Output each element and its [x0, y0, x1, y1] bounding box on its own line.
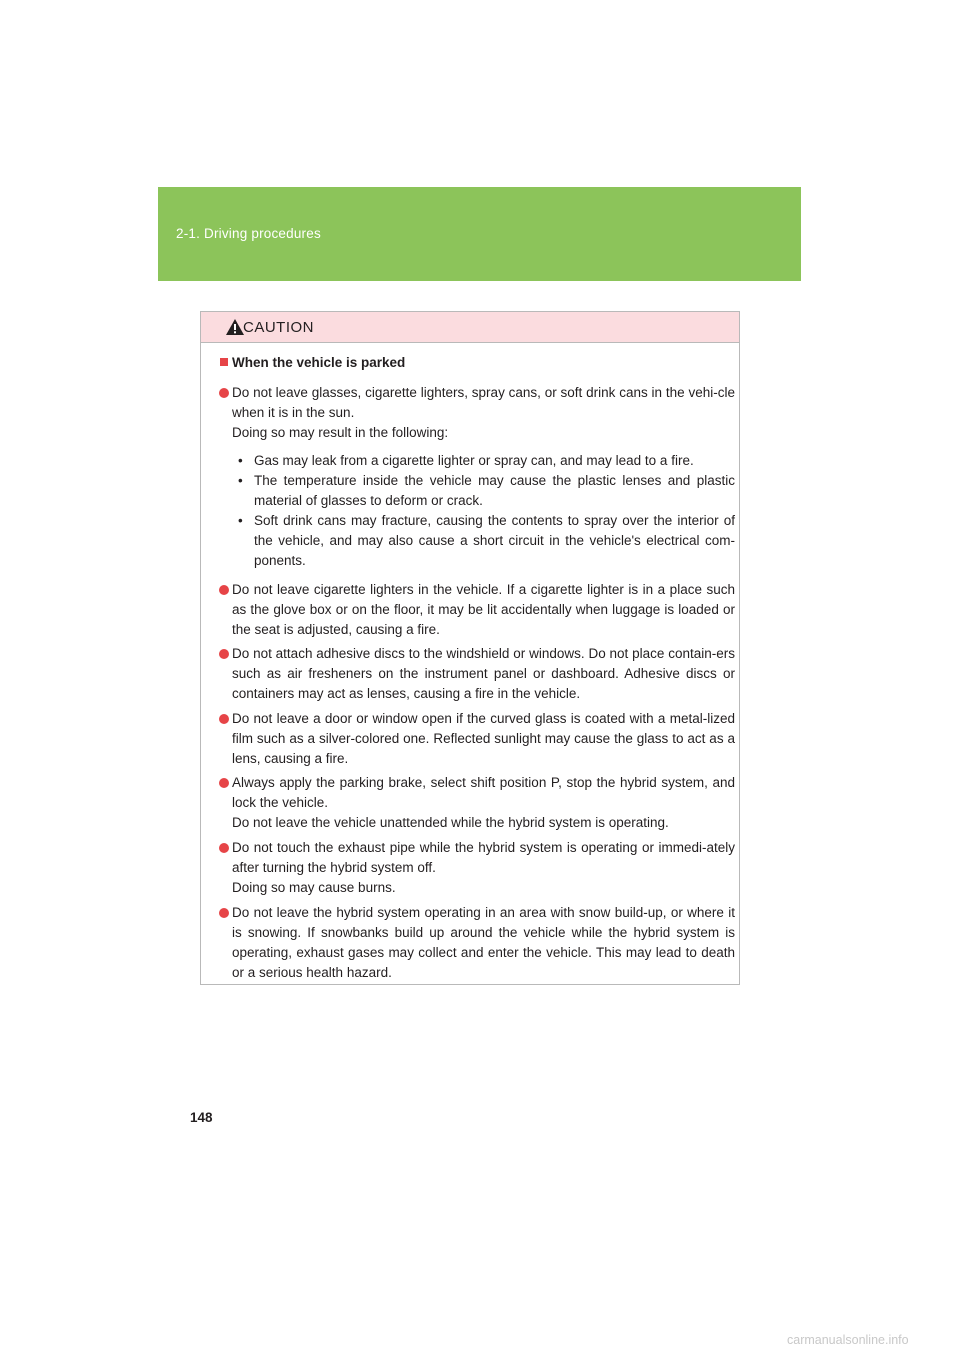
- bullet-dot-icon: [219, 388, 229, 398]
- caution-sub-item-text: The temperature inside the vehicle may cause the plastic lenses and plastic material of glasses to deform or crack.: [254, 473, 735, 508]
- section-title: 2-1. Driving procedures: [176, 226, 321, 241]
- watermark: carmanualsonline.info: [787, 1333, 909, 1347]
- caution-sub-item-text: Gas may leak from a cigarette lighter or spray can, and may lead to a fire.: [254, 453, 694, 468]
- caution-header: [201, 312, 739, 343]
- caution-heading-text: When the vehicle is parked: [232, 355, 406, 370]
- bullet-dot-icon: [219, 908, 229, 918]
- caution-item-text: Do not touch the exhaust pipe while the hybrid system is operating or immedi-ately after turning the hybrid system off.: [232, 840, 735, 875]
- warning-triangle-icon: [225, 318, 245, 336]
- caution-title: CAUTION: [243, 319, 314, 336]
- caution-item-text: Do not leave cigarette lighters in the vehicle. If a cigarette lighter is in a place such as the glove box or on the floor, it may be lit accidentally when luggage is loaded or the seat is adjusted, causing a fire.: [232, 582, 735, 637]
- caution-item: [219, 838, 735, 898]
- caution-item-text: Doing so may result in the following:: [232, 425, 449, 440]
- caution-item: [219, 580, 735, 640]
- caution-item-text: Do not attach adhesive discs to the windshield or windows. Do not place contain-ers such as air fresheners on the instrument panel or dashboard. Adhesive discs or containers may act as lenses, causing a fire in the vehicle.: [232, 646, 735, 701]
- caution-sub-item: [232, 511, 735, 571]
- caution-item: [219, 709, 735, 769]
- caution-heading: [220, 355, 405, 370]
- bullet-dot-icon: [219, 649, 229, 659]
- caution-sub-item: [232, 451, 735, 471]
- caution-sub-item: [232, 471, 735, 511]
- caution-item: [219, 903, 735, 983]
- sub-bullet-mark: •: [238, 473, 243, 488]
- caution-box: [200, 311, 740, 985]
- section-header-band: [158, 187, 801, 281]
- caution-item-text: Do not leave the hybrid system operating in an area with snow build-up, or where it is snowing. If snowbanks build up around the vehicle while the hybrid system is operating, exhaust gases may collect and enter the vehicle. This may lead to death or a serious health hazard.: [232, 905, 735, 980]
- caution-item-text: Do not leave the vehicle unattended while the hybrid system is operating.: [232, 815, 669, 830]
- caution-item-text: Do not leave glasses, cigarette lighters, spray cans, or soft drink cans in the vehi-cle when it is in the sun.: [232, 385, 735, 420]
- caution-sub-item-text: Soft drink cans may fracture, causing the contents to spray over the interior of the vehicle, and may also cause a short circuit in the vehicle's electrical com-ponents.: [254, 513, 735, 568]
- caution-item: [219, 383, 735, 571]
- caution-item-text: Always apply the parking brake, select shift position P, stop the hybrid system, and lock the vehicle.: [232, 775, 735, 810]
- bullet-dot-icon: [219, 714, 229, 724]
- bullet-dot-icon: [219, 585, 229, 595]
- bullet-dot-icon: [219, 778, 229, 788]
- caution-item-text: Do not leave a door or window open if the curved glass is coated with a metal-lized film such as a silver-colored one. Reflected sunlight may cause the glass to act as a lens, causing a fire.: [232, 711, 735, 766]
- caution-item-text: Doing so may cause burns.: [232, 880, 396, 895]
- square-bullet-icon: [220, 358, 228, 366]
- sub-bullet-mark: •: [238, 453, 243, 468]
- caution-item: [219, 644, 735, 704]
- sub-bullet-mark: •: [238, 513, 243, 528]
- page-number: 148: [190, 1110, 213, 1125]
- caution-sub-list: [232, 451, 735, 571]
- bullet-dot-icon: [219, 843, 229, 853]
- caution-item: [219, 773, 735, 833]
